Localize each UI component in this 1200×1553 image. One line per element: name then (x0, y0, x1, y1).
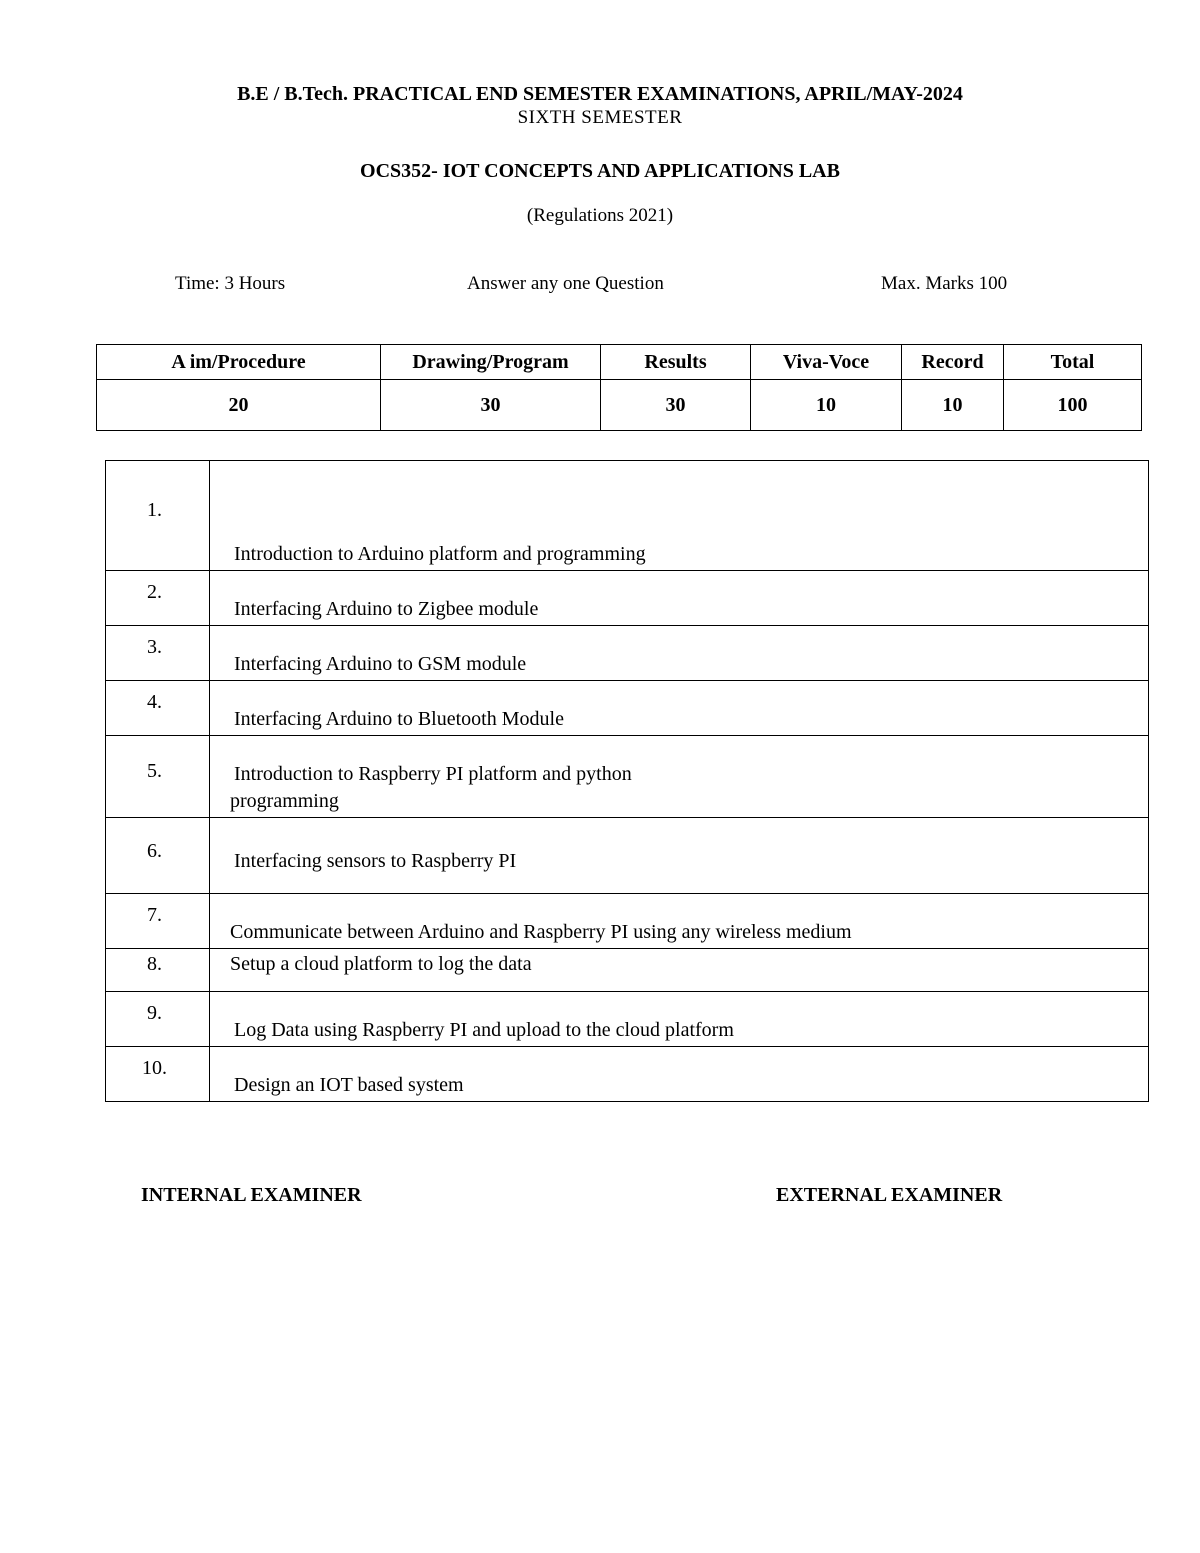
table-row (106, 571, 1149, 626)
question-text-cell (210, 736, 1149, 818)
marks-header-cell: Viva-Voce (751, 345, 902, 380)
marks-table (96, 344, 1142, 431)
semester-label: SIXTH SEMESTER (517, 107, 683, 128)
question-text: Design an IOT based system (234, 1074, 464, 1096)
internal-examiner-label: INTERNAL EXAMINER (141, 1184, 362, 1206)
marks-value-cell: 20 (97, 380, 381, 431)
marks-value-cell: 10 (751, 380, 902, 431)
question-number-cell (106, 818, 210, 894)
question-number: 6. (147, 840, 162, 862)
exam-title: B.E / B.Tech. PRACTICAL END SEMESTER EXAMINATIONS, APRIL/MAY-2024 (237, 83, 963, 105)
instruction-label: Answer any one Question (467, 273, 664, 294)
marks-header-row (97, 345, 1142, 380)
question-number-cell (106, 461, 210, 571)
question-number: 5. (147, 760, 162, 782)
table-row (106, 894, 1149, 949)
marks-value-cell: 30 (601, 380, 751, 431)
question-text: Introduction to Raspberry PI platform and python programming (230, 763, 632, 812)
table-row (106, 736, 1149, 818)
question-number: 10. (142, 1057, 167, 1079)
question-number-cell (106, 1047, 210, 1102)
question-text: Setup a cloud platform to log the data (230, 953, 532, 975)
table-row (106, 626, 1149, 681)
question-number: 8. (147, 953, 162, 975)
question-number-cell (106, 626, 210, 681)
question-text-cell (210, 1047, 1149, 1102)
question-text-cell (210, 894, 1149, 949)
question-number-cell (106, 571, 210, 626)
question-number: 1. (147, 499, 162, 521)
table-row (106, 461, 1149, 571)
question-text: Communicate between Arduino and Raspberry PI using any wireless medium (230, 921, 852, 943)
question-text: Introduction to Arduino platform and programming (234, 543, 646, 565)
question-text: Interfacing sensors to Raspberry PI (234, 850, 517, 872)
question-text-cell (210, 571, 1149, 626)
question-text-cell (210, 818, 1149, 894)
question-number: 2. (147, 581, 162, 603)
marks-value-row (97, 380, 1142, 431)
question-text-cell (210, 681, 1149, 736)
marks-value-cell: 100 (1004, 380, 1142, 431)
question-number: 9. (147, 1002, 162, 1024)
marks-header-cell: Record (902, 345, 1004, 380)
question-number-cell (106, 949, 210, 992)
question-number-cell (106, 894, 210, 949)
external-examiner-label: EXTERNAL EXAMINER (776, 1184, 1003, 1206)
table-row (106, 949, 1149, 992)
question-number: 4. (147, 691, 162, 713)
marks-header-cell: Drawing/Program (381, 345, 601, 380)
table-row (106, 992, 1149, 1047)
marks-value-cell: 30 (381, 380, 601, 431)
course-title: OCS352- IOT CONCEPTS AND APPLICATIONS LAB (360, 160, 840, 182)
question-text: Interfacing Arduino to Zigbee module (234, 598, 539, 620)
question-text-cell (210, 626, 1149, 681)
questions-table (105, 460, 1149, 1102)
question-number: 7. (147, 904, 162, 926)
question-number-cell (106, 681, 210, 736)
question-text: Log Data using Raspberry PI and upload to the cloud platform (234, 1019, 734, 1041)
table-row (106, 818, 1149, 894)
marks-header-cell: Total (1004, 345, 1142, 380)
marks-header-cell: A im/Procedure (97, 345, 381, 380)
max-marks-label: Max. Marks 100 (881, 273, 1008, 294)
question-text: Interfacing Arduino to GSM module (234, 653, 527, 675)
regulations-label: (Regulations 2021) (526, 205, 674, 226)
question-number: 3. (147, 636, 162, 658)
table-row (106, 681, 1149, 736)
question-number-cell (106, 992, 210, 1047)
question-text: Interfacing Arduino to Bluetooth Module (234, 708, 564, 730)
question-number-cell (106, 736, 210, 818)
question-text-cell (210, 992, 1149, 1047)
marks-value-cell: 10 (902, 380, 1004, 431)
question-text-cell (210, 461, 1149, 571)
table-row (106, 1047, 1149, 1102)
question-text-cell (210, 949, 1149, 992)
time-label: Time: 3 Hours (175, 273, 286, 294)
marks-header-cell: Results (601, 345, 751, 380)
